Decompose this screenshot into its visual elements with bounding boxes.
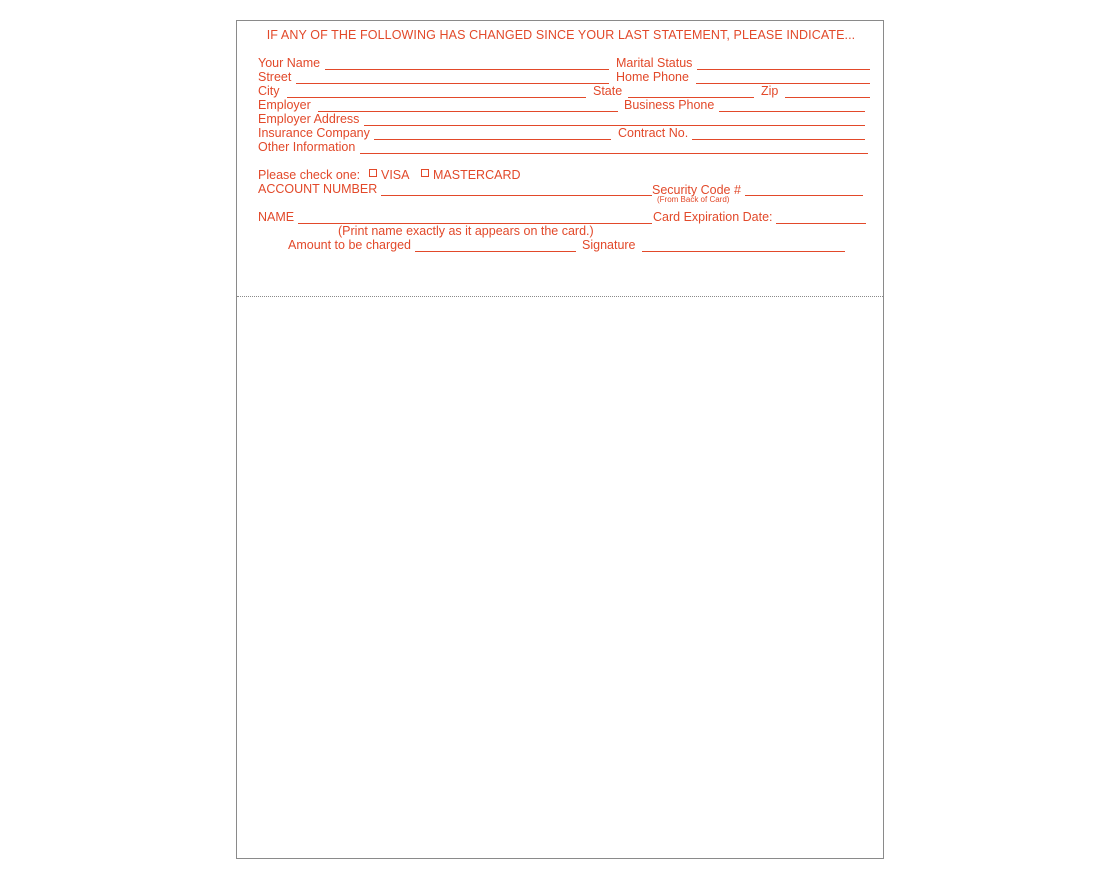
your-name-label: Your Name [258,56,321,70]
row-amount-signature [237,238,885,254]
state-label: State [593,84,623,98]
street-label: Street [258,70,292,84]
other-information-field[interactable] [360,153,868,154]
zip-label: Zip [761,84,779,98]
account-number-field[interactable] [381,195,652,196]
security-code-label: Security Code # [652,183,741,197]
form-heading: IF ANY OF THE FOLLOWING HAS CHANGED SINCE YOUR LAST STATEMENT, PLEASE INDICATE... [266,28,856,42]
signature-field[interactable] [642,251,845,252]
amount-label: Amount to be charged [288,238,411,252]
security-code-note: (From Back of Card) [657,195,730,204]
mastercard-label: MASTERCARD [433,168,521,182]
print-name-note: (Print name exactly as it appears on the card.) [338,224,594,238]
visa-checkbox[interactable] [369,169,377,177]
amount-field[interactable] [415,251,576,252]
signature-label: Signature [582,238,636,252]
row-account-number [237,182,885,204]
home-phone-label: Home Phone [616,70,689,84]
cardholder-name-label: NAME [258,210,295,224]
security-code-field[interactable] [745,195,863,196]
statement-form-page [236,20,884,859]
marital-status-label: Marital Status [616,56,693,70]
contract-no-label: Contract No. [618,126,689,140]
employer-address-label: Employer Address [258,112,360,126]
business-phone-label: Business Phone [624,98,715,112]
other-information-label: Other Information [258,140,356,154]
mastercard-checkbox[interactable] [421,169,429,177]
check-one-label: Please check one: [258,168,361,182]
account-number-label: ACCOUNT NUMBER [258,182,378,196]
city-label: City [258,84,280,98]
card-expiration-label: Card Expiration Date: [653,210,773,224]
perforation-line [237,296,883,297]
visa-label: VISA [381,168,410,182]
insurance-company-label: Insurance Company [258,126,370,140]
row-other-information [237,140,885,156]
employer-label: Employer [258,98,311,112]
